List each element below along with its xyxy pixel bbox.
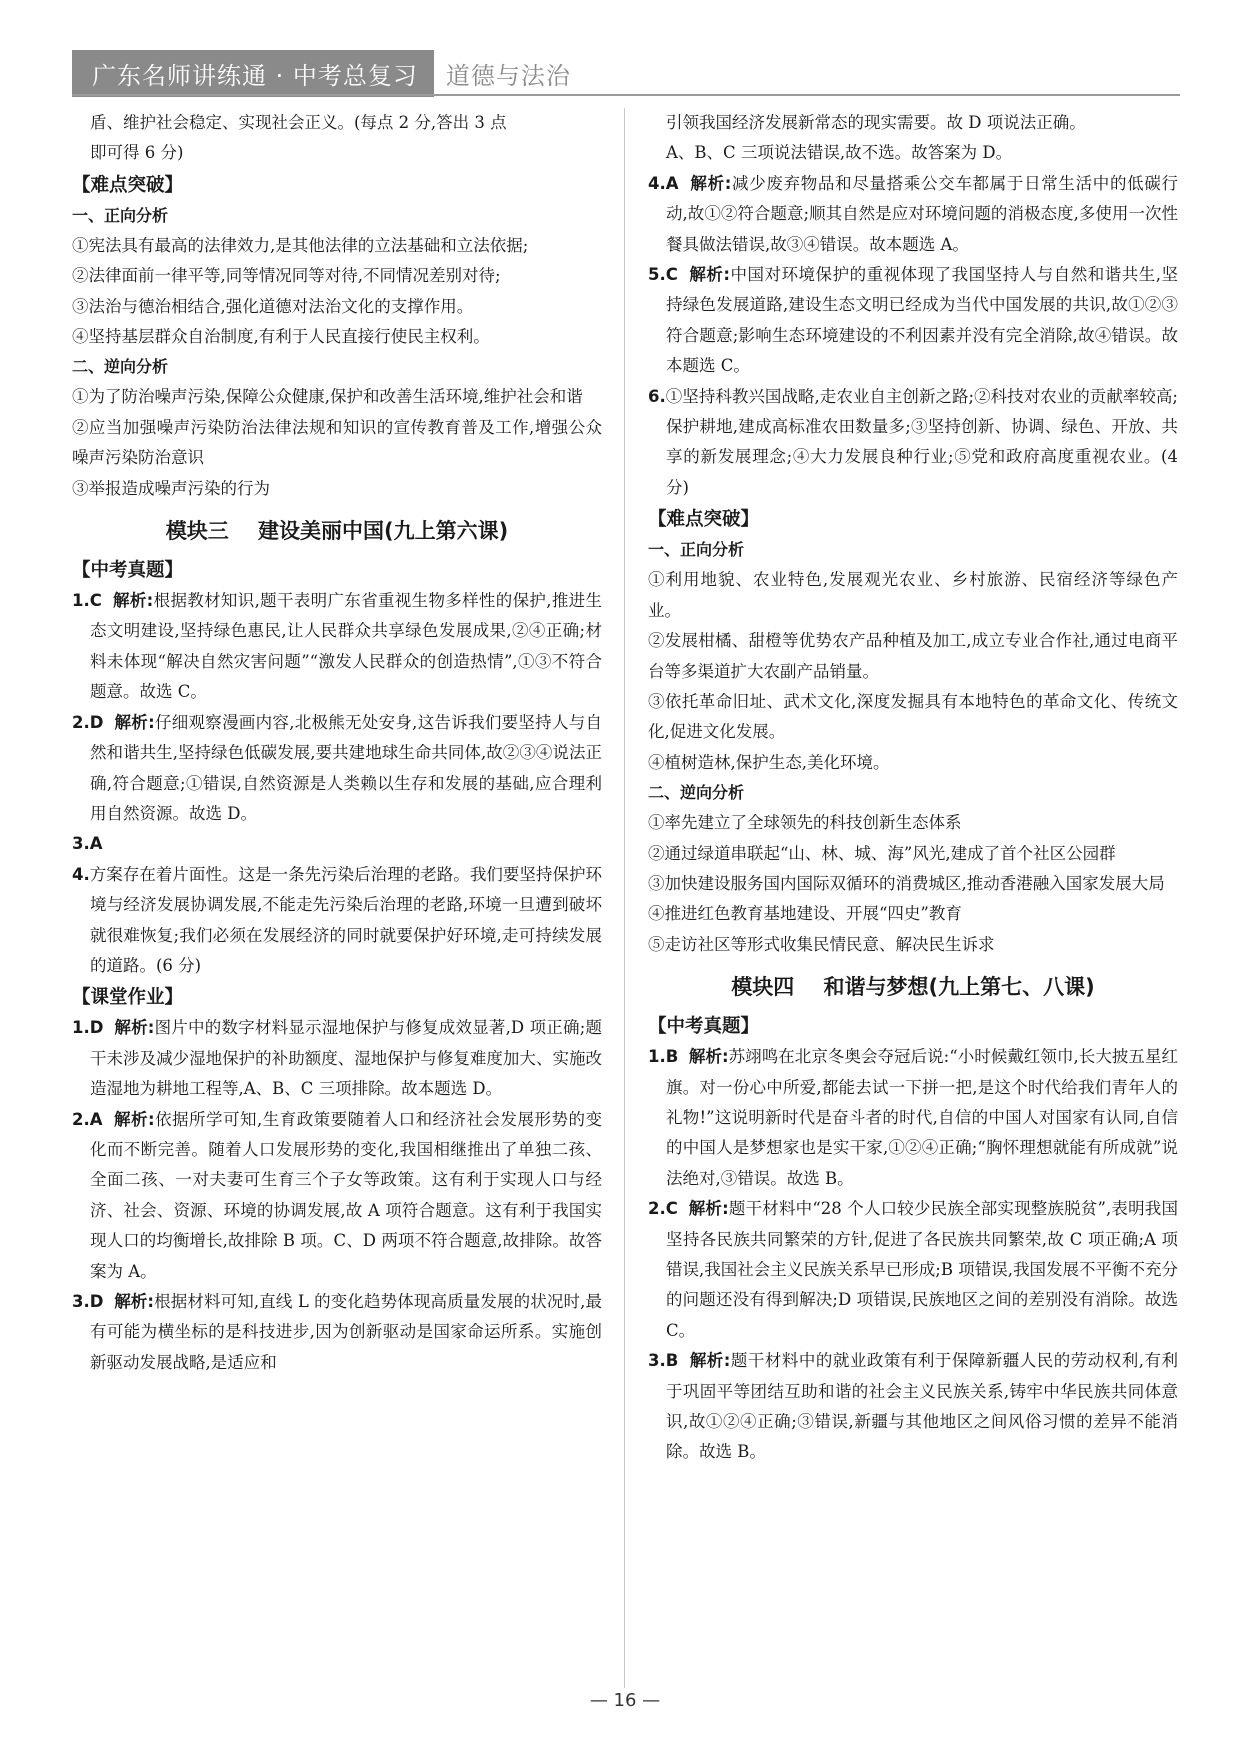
header-rule	[72, 94, 1180, 96]
section-title: 【难点突破】	[72, 174, 184, 196]
answer-item: 1.D 解析:图片中的数字材料显示湿地保护与修复成效显著,D 项正确;题干未涉及减少湿地保护的补助额度、湿地保护与修复难度加大、实施改造湿地为耕地工程等,A、B、C 三项排除。故本题选 D。	[72, 1018, 602, 1099]
module-title: 模块四 和谐与梦想(九上第七、八课)	[731, 975, 1095, 1000]
answer-item: 2.D 解析:仔细观察漫画内容,北极熊无处安身,这告诉我们要坚持人与自然和谐共生,坚持绿色低碳发展,要共建地球生命共同体,故②③④说法正确,符合题意;①错误,自然资源是人类赖以生存和发展的基础,应合理利用自然资源。故选 D。	[72, 712, 602, 823]
list-item: ④坚持基层群众自治制度,有利于人民直接行使民主权利。	[72, 327, 490, 347]
list-item: ⑤走访社区等形式收集民情民意、解决民生诉求	[648, 934, 995, 954]
answer-item: 4.方案存在着片面性。这是一条先污染后治理的老路。我们要坚持保护环境与经济发展协调发展,不能走先污染后治理的老路,环境一旦遭到破坏就很难恢复;我们必须在发展经济的同时就要保护好环境,走可持续发展的道路。(6 分)	[72, 864, 602, 975]
continued-text: 即可得 6 分)	[90, 143, 184, 163]
list-item: ①宪法具有最高的法律效力,是其他法律的立法基础和立法依据;	[72, 235, 529, 255]
section-title: 【中考真题】	[648, 1016, 760, 1038]
continued-text: 引领我国经济发展新常态的现实需要。故 D 项说法正确。	[666, 113, 1086, 132]
answer-item: 4.A 解析:减少废弃物品和尽量搭乘公交车都属于日常生活中的低碳行动,故①②符合题意;顺其自然是应对环境问题的消极态度,多使用一次性餐具做法错误,故③④错误。故本题选 A。	[648, 173, 1179, 254]
section-title: 【中考真题】	[72, 560, 184, 582]
list-item: ①率先建立了全球领先的科技创新生态体系	[648, 813, 962, 833]
answer-item: 1.C 解析:根据教材知识,题干表明广东省重视生物多样性的保护,推进生态文明建设,坚持绿色惠民,让人民群众共享绿色发展成果,②④正确;材料未体现“解决自然灾害问题”“激发人民群众的创造热情”,①③不符合题意。故选 C。	[72, 591, 602, 702]
list-item: ②通过绿道串联起“山、林、城、海”风光,建成了首个社区公园群	[648, 843, 1116, 863]
list-item: ③法治与德治相结合,强化道德对法治文化的支撑作用。	[72, 296, 474, 316]
right-column	[648, 108, 1178, 1468]
answer-item: 3.A	[72, 834, 103, 854]
column-divider	[624, 108, 625, 1688]
list-item: ④推进红色教育基地建设、开展“四史”教育	[648, 904, 962, 924]
answer-item: 3.D 解析:根据材料可知,直线 L 的变化趋势体现高质量发展的状况时,最有可能为横坐标的是科技进步,因为创新驱动是国家命运所系。实施创新驱动发展战略,是适应和	[72, 1292, 602, 1372]
subsection-title: 一、正向分析	[72, 205, 169, 225]
answer-item: 2.A 解析:依据所学可知,生育政策要随着人口和经济社会发展形势的变化而不断完善。随着人口发展形势的变化,我国相继推出了单独二孩、全面二孩、一对夫妻可生育三个子女等政策。这有利于实现人口与经济、社会、资源、环境的协调发展,故 A 项符合题意。这有利于我国实现人口的均衡增长,故排除 B 项。C、D 两项不符合题意,故排除。故答案为 A。	[72, 1109, 602, 1281]
left-column	[72, 108, 602, 1378]
answer-item: 2.C 解析:题干材料中“28 个人口较少民族全部实现整族脱贫”,表明我国坚持各民族共同繁荣的方针,促进了各民族共同繁荣,故 C 项正确;A 项错误,我国社会主义民族关系早已形成;B 项错误,我国发展不平衡不充分的问题还没有得到解决;D 项错误,民族地区之间的差别没有消除。故选 C。	[648, 1199, 1178, 1340]
answer-item: 3.B 解析:题干材料中的就业政策有利于保障新疆人民的劳动权利,有利于巩固平等团结互助和谐的社会主义民族关系,铸牢中华民族共同体意识,故①②④正确;③错误,新疆与其他地区之间风俗习惯的差异不能消除。故选 B。	[648, 1351, 1178, 1462]
list-item: ③举报造成噪声污染的行为	[72, 478, 270, 498]
series-title: 广东名师讲练通 · 中考总复习	[72, 50, 434, 97]
module-title: 模块三 建设美丽中国(九上第六课)	[165, 519, 509, 544]
answer-item: 5.C 解析:中国对环境保护的重视体现了我国坚持人与自然和谐共生,坚持绿色发展道路,建设生态文明已经成为当代中国发展的共识,故①②③符合题意;影响生态环境建设的不利因素并没有完全消除,故④错误。故本题选 C。	[648, 265, 1178, 376]
subsection-title: 二、逆向分析	[648, 783, 745, 803]
subject-title: 道德与法治	[445, 61, 571, 90]
list-item: ②法律面前一律平等,同等情况同等对待,不同情况差别对待;	[72, 266, 501, 286]
subsection-title: 二、逆向分析	[72, 357, 169, 377]
continued-text: A、B、C 三项说法错误,故不选。故答案为 D。	[666, 143, 1013, 163]
answer-item: 6.①坚持科教兴国战略,走农业自主创新之路;②科技对农业的贡献率较高;保护耕地,建成高标准农田数量多;③坚持创新、协调、绿色、开放、共享的新发展理念;④大力发展良种行业;⑤党和政府高度重视农业。(4 分)	[648, 386, 1178, 497]
section-title: 【难点突破】	[648, 509, 760, 531]
continued-text: 盾、维护社会稳定、实现社会正义。(每点 2 分,答出 3 点	[90, 113, 507, 132]
subsection-title: 一、正向分析	[648, 540, 745, 560]
list-item: ④植树造林,保护生态,美化环境。	[648, 752, 890, 772]
list-item: ②发展柑橘、甜橙等优势农产品种植及加工,成立专业合作社,通过电商平台等多渠道扩大农副产品销量。	[648, 631, 1178, 681]
list-item: ②应当加强噪声污染防治法律法规和知识的宣传教育普及工作,增强公众噪声污染防治意识	[72, 417, 602, 468]
page-number: — 16 —	[589, 1690, 661, 1711]
section-title: 【课堂作业】	[72, 987, 184, 1009]
list-item: ①利用地貌、农业特色,发展观光农业、乡村旅游、民宿经济等绿色产业。	[648, 570, 1178, 620]
list-item: ①为了防治噪声污染,保障公众健康,保护和改善生活环境,维护社会和谐	[72, 387, 583, 407]
list-item: ③加快建设服务国内国际双循环的消费城区,推动香港融入国家发展大局	[648, 873, 1165, 893]
answer-item: 1.B 解析:苏翊鸣在北京冬奥会夺冠后说:“小时候戴红领巾,长大披五星红旗。对一份心中所爱,都能去试一下拼一把,是这个时代给我们青年人的礼物!”这说明新时代是奋斗者的时代,自信的中国人对国家有认同,自信的中国人是梦想家也是实干家,①②④正确;“胸怀理想就能有所成就”说法绝对,③错误。故选 B。	[648, 1047, 1178, 1188]
list-item: ③依托革命旧址、武术文化,深度发掘具有本地特色的革命文化、传统文化,促进文化发展。	[648, 691, 1178, 742]
running-header	[72, 52, 571, 94]
